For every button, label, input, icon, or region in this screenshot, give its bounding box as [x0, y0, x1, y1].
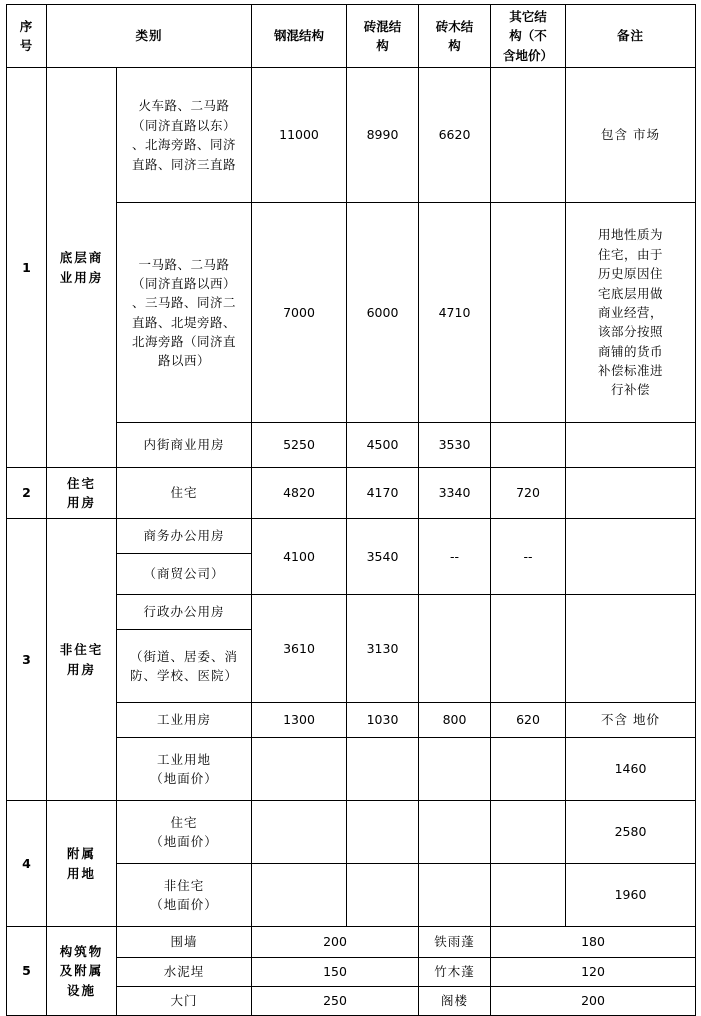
row-seq-3: 3: [7, 519, 47, 801]
item-name-1-1-line1: 火车路、二马路: [138, 98, 230, 114]
value-3-4-steel-concrete: [252, 738, 347, 801]
header-brick-concrete-line2: 构: [376, 38, 389, 54]
header-brick-concrete: [347, 5, 419, 68]
item-name-1-2-line6: 路以西）: [158, 353, 211, 369]
value-1-1-brick-concrete: 8990: [347, 68, 419, 203]
item-name-1-1-line4: 直路、同济三直路: [132, 156, 237, 172]
value-4-1-brick-concrete: [347, 801, 419, 864]
value-3-4-brick-wood: [419, 738, 491, 801]
item-name-3-1b: （商贸公司）: [117, 554, 252, 595]
remark-1-2-line2: 住宅，由于: [598, 246, 664, 262]
value-4-1-steel-concrete: [252, 801, 347, 864]
item-name-4-2-line2: （地面价）: [150, 897, 218, 913]
value-5-1-left: 200: [252, 927, 419, 958]
value-4-1-other: [491, 801, 566, 864]
table-row: [7, 468, 696, 519]
value-3-3-other: 620: [491, 703, 566, 738]
header-other-line1: 其它结: [509, 9, 547, 24]
row-group-2-line2: 用房: [66, 495, 96, 511]
item-name-3-2a: 行政办公用房: [117, 595, 252, 630]
value-3-3-brick-concrete: 1030: [347, 703, 419, 738]
header-seq-line2: 号: [19, 38, 34, 54]
compensation-table: [6, 4, 696, 1016]
remark-1-2-line7: 商铺的货币: [598, 343, 664, 359]
value-3-4-other: [491, 738, 566, 801]
value-2-1-brick-wood: 3340: [419, 468, 491, 519]
row-group-1-line1: 底层商: [59, 250, 104, 266]
value-5-2-right: 120: [491, 958, 696, 987]
item-name-3-1a: 商务办公用房: [117, 519, 252, 554]
remark-4-1: 2580: [566, 801, 696, 864]
table-row: [7, 519, 696, 554]
value-2-1-steel-concrete: 4820: [252, 468, 347, 519]
value-5-3-left: 250: [252, 987, 419, 1016]
row-group-4-line1: 附属: [66, 846, 96, 862]
table-row: [7, 927, 696, 958]
remark-3-2: [566, 595, 696, 703]
value-1-2-steel-concrete: 7000: [252, 203, 347, 423]
item-name-2-1: 住宅: [117, 468, 252, 519]
item-name-1-1-line2: （同济直路以东）: [132, 117, 237, 133]
value-5-1-right: 180: [491, 927, 696, 958]
value-1-3-brick-concrete: 4500: [347, 423, 419, 468]
remark-1-3: [566, 423, 696, 468]
header-brick-wood-line1: 砖木结: [435, 18, 474, 34]
row-seq-5: 5: [7, 927, 47, 1016]
table-row: [7, 801, 696, 864]
value-1-2-brick-wood: 4710: [419, 203, 491, 423]
value-3-1-brick-concrete: 3540: [347, 519, 419, 595]
row-group-5-line1: 构筑物: [59, 944, 104, 960]
item-name-5-1-right: 铁雨蓬: [419, 927, 491, 958]
row-seq-4: 4: [7, 801, 47, 927]
row-group-4: [47, 801, 117, 927]
row-group-4-line2: 用地: [66, 865, 96, 881]
row-group-3-line1: 非住宅: [59, 642, 104, 658]
remark-1-2-line3: 历史原因住: [598, 266, 664, 282]
item-name-1-2-line3: 、三马路、同济二: [132, 295, 237, 311]
value-4-2-steel-concrete: [252, 864, 347, 927]
value-5-3-right: 200: [491, 987, 696, 1016]
row-group-3-line2: 用房: [66, 661, 96, 677]
remark-2-1: [566, 468, 696, 519]
item-name-3-4-line1: 工业用地: [157, 751, 212, 767]
header-other-line3: 含地价）: [503, 47, 554, 63]
value-3-1-steel-concrete: 4100: [252, 519, 347, 595]
header-remark: 备注: [566, 5, 696, 68]
item-name-4-2-line1: 非住宅: [163, 877, 205, 893]
item-name-1-2: [117, 203, 252, 423]
remark-1-2: [566, 203, 696, 423]
item-name-1-1: [117, 68, 252, 203]
item-name-5-3-right: 阁楼: [419, 987, 491, 1016]
remark-3-1: [566, 519, 696, 595]
remark-3-3: 不含 地价: [566, 703, 696, 738]
item-name-3-4: [117, 738, 252, 801]
header-brick-wood: [419, 5, 491, 68]
item-name-1-3: 内街商业用房: [117, 423, 252, 468]
row-group-2: [47, 468, 117, 519]
value-1-3-brick-wood: 3530: [419, 423, 491, 468]
value-3-2-steel-concrete: 3610: [252, 595, 347, 703]
value-4-2-other: [491, 864, 566, 927]
row-seq-2: 2: [7, 468, 47, 519]
value-2-1-other: 720: [491, 468, 566, 519]
item-name-1-2-line1: 一马路、二马路: [138, 256, 230, 272]
row-group-1-line2: 业用房: [59, 269, 104, 285]
item-name-3-2b-line2: 防、学校、医院）: [130, 668, 239, 684]
remark-1-2-line5: 商业经营，: [598, 304, 664, 320]
remark-1-2-line4: 宅底层用做: [598, 285, 664, 301]
remark-1-2-line8: 补偿标准进: [598, 363, 664, 379]
item-name-3-4-line2: （地面价）: [150, 771, 218, 787]
header-other-line2: 构（不: [509, 28, 547, 44]
header-brick-concrete-line1: 砖混结: [363, 18, 402, 34]
remark-1-2-line6: 该部分按照: [598, 324, 664, 340]
row-group-5-line3: 设施: [66, 982, 96, 998]
item-name-5-1-left: 围墙: [117, 927, 252, 958]
value-1-3-steel-concrete: 5250: [252, 423, 347, 468]
value-4-2-brick-concrete: [347, 864, 419, 927]
row-seq-1: 1: [7, 68, 47, 468]
value-3-2-other: [491, 595, 566, 703]
item-name-4-1-line2: （地面价）: [150, 834, 218, 850]
item-name-1-2-line2: （同济直路以西）: [132, 275, 237, 291]
value-3-3-brick-wood: 800: [419, 703, 491, 738]
header-category: 类别: [47, 5, 252, 68]
item-name-4-2: [117, 864, 252, 927]
table-header-row: [7, 5, 696, 68]
value-1-2-brick-concrete: 6000: [347, 203, 419, 423]
row-group-5-line2: 及附属: [59, 963, 104, 979]
value-4-2-brick-wood: [419, 864, 491, 927]
item-name-3-2b: [117, 630, 252, 703]
value-1-3-other: [491, 423, 566, 468]
item-name-1-2-line4: 直路、北堤旁路、: [132, 314, 237, 330]
header-other-structure: [491, 5, 566, 68]
item-name-1-1-line3: 、北海旁路、同济: [132, 137, 237, 153]
item-name-5-2-right: 竹木蓬: [419, 958, 491, 987]
header-seq-line1: 序: [19, 18, 34, 34]
value-3-4-brick-concrete: [347, 738, 419, 801]
value-2-1-brick-concrete: 4170: [347, 468, 419, 519]
item-name-4-1: [117, 801, 252, 864]
value-3-2-brick-concrete: 3130: [347, 595, 419, 703]
header-seq: [7, 5, 47, 68]
item-name-1-2-line5: 北海旁路（同济直: [132, 334, 237, 349]
value-3-2-brick-wood: [419, 595, 491, 703]
item-name-5-3-left: 大门: [117, 987, 252, 1016]
value-4-1-brick-wood: [419, 801, 491, 864]
remark-1-1: 包含 市场: [566, 68, 696, 203]
item-name-3-3: 工业用房: [117, 703, 252, 738]
table-row: [7, 68, 696, 203]
value-3-1-other: --: [491, 519, 566, 595]
item-name-4-1-line1: 住宅: [170, 814, 198, 830]
item-name-3-2b-line1: （街道、居委、消: [130, 648, 239, 664]
row-group-5: [47, 927, 117, 1016]
value-1-1-brick-wood: 6620: [419, 68, 491, 203]
value-5-2-left: 150: [252, 958, 419, 987]
header-brick-wood-line2: 构: [448, 38, 461, 54]
row-group-1: [47, 68, 117, 468]
value-1-2-other: [491, 203, 566, 423]
row-group-3: [47, 519, 117, 801]
remark-1-2-line1: 用地性质为: [598, 227, 664, 243]
row-group-2-line1: 住宅: [66, 475, 96, 491]
value-1-1-other: [491, 68, 566, 203]
remark-1-2-line9: 行补偿: [611, 382, 651, 398]
item-name-5-2-left: 水泥埕: [117, 958, 252, 987]
header-steel-concrete: 钢混结构: [252, 5, 347, 68]
value-3-1-brick-wood: --: [419, 519, 491, 595]
remark-3-4: 1460: [566, 738, 696, 801]
value-3-3-steel-concrete: 1300: [252, 703, 347, 738]
value-1-1-steel-concrete: 11000: [252, 68, 347, 203]
remark-4-2: 1960: [566, 864, 696, 927]
